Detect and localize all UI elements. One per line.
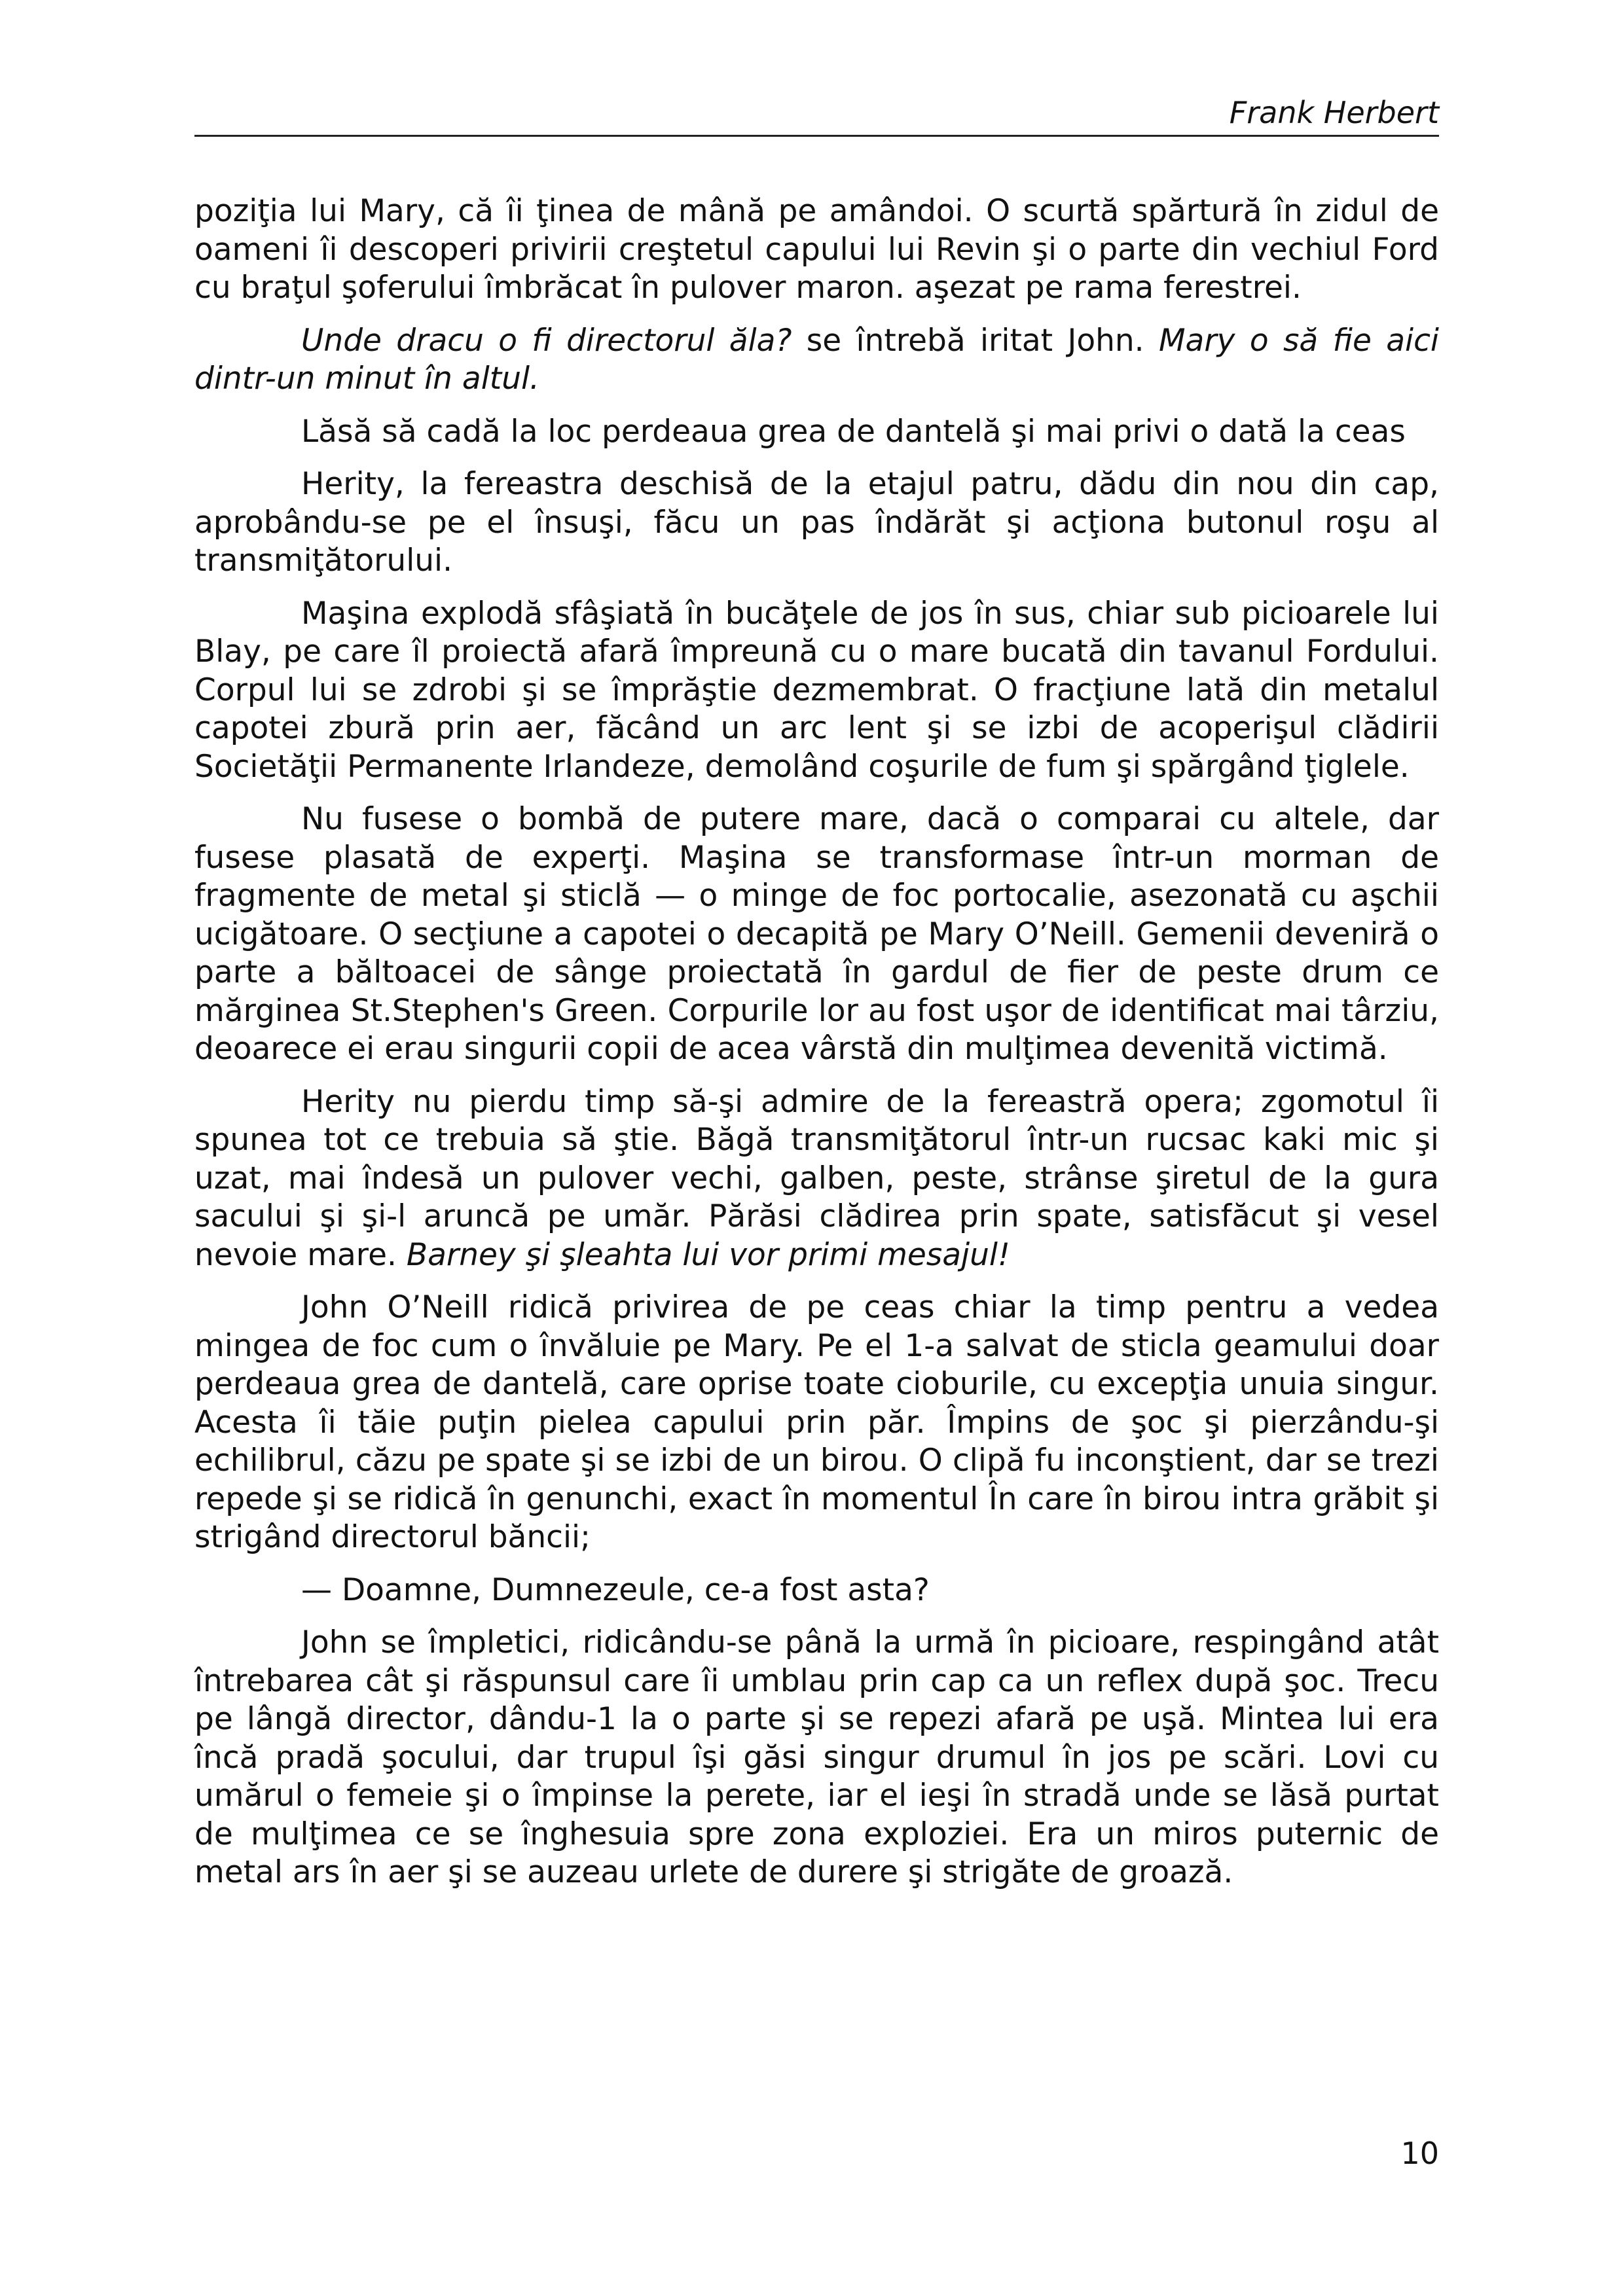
paragraph-7 xyxy=(194,1083,1439,1275)
paragraph-3: Lăsă să cadă la loc perdeaua grea de dantelă şi mai privi o dată la ceas xyxy=(301,413,1406,450)
paragraph-6: Nu fusese o bombă de putere mare, dacă o comparai cu altele, dar fusese plasată de experţi. Maşina se transformase într-un morman de fragmente de metal şi sticlă — o minge de foc portocalie, asezonată cu aşchii ucigătoare. O secţiune a capotei o decapită pe Mary O’Neill. Gemenii deveniră o parte a băltoacei de sânge proiectată în gardul de fier de peste drum ce mărginea St.Stephen's Green. Corpurile lor au fost uşor de identificat mai târziu, deoarece ei erau singurii copii de acea vârstă din mulţimea devenită victimă. xyxy=(194,801,1439,1067)
paragraph-2-text: se întrebă iritat John. xyxy=(792,322,1159,359)
paragraph-7-text: Herity nu pierdu timp să-şi admire de la fereastră opera; zgomotul îi spunea tot ce trebuia să ştie. Băgă transmiţătorul într-un rucsac kaki mic şi uzat, mai îndesă un pulover vechi, galben, peste, strânse şiretul de la gura sacului şi şi-l aruncă pe umăr. Părăsi clădirea prin spate, satisfăcut şi vesel nevoie mare. xyxy=(194,1083,1439,1273)
paragraph-9: — Doamne, Dumnezeule, ce-a fost asta? xyxy=(301,1571,930,1608)
body-text xyxy=(194,192,1439,1907)
paragraph-2 xyxy=(194,322,1439,399)
paragraph-4: Herity, la fereastra deschisă de la etajul patru, dădu din nou din cap, aprobându-se pe el însuşi, făcu un pas îndărăt şi acţiona butonul roşu al transmiţătorului. xyxy=(194,466,1439,579)
paragraph-2-italic-2: Mary o să fie aici dintr-un minut în altul. xyxy=(194,322,1439,397)
running-header-author: Frank Herbert xyxy=(1229,95,1439,130)
paragraph-8: John O’Neill ridică privirea de pe ceas chiar la timp pentru a vedea mingea de foc cum o învăluie pe Mary. Pe el 1-a salvat de sticla geamului doar perdeaua grea de dantelă, care oprise toate cioburile, cu excepţia unuia singur. Acesta îi tăie puţin pielea capului prin păr. Împins de şoc şi pierzându-şi echilibrul, căzu pe spate şi se izbi de un birou. O clipă fu inconştient, dar se trezi repede şi se ridică în genunchi, exact în momentul În care în birou intra grăbit şi strigând directorul băncii; xyxy=(194,1289,1439,1555)
page-number: 10 xyxy=(1400,2136,1439,2171)
page-header xyxy=(194,92,1439,137)
paragraph-1: poziţia lui Mary, că îi ţinea de mână pe amândoi. O scurtă spărtură în zidul de oameni îi descoperi privirii creştetul capului lui Revin şi o parte din vechiul Ford cu braţul şoferului îmbrăcat în pulover maron. aşezat pe rama ferestrei. xyxy=(194,193,1439,306)
paragraph-10: John se împletici, ridicându-se până la urmă în picioare, respingând atât întrebarea cât şi răspunsul care îi umblau prin cap ca un reflex după şoc. Trecu pe lângă director, dându-1 la o parte şi se repezi afară pe uşă. Mintea lui era încă pradă şocului, dar trupul îşi găsi singur drumul în jos pe scări. Lovi cu umărul o femeie şi o împinse la perete, iar el ieşi în stradă unde se lăsă purtat de mulţimea ce se înghesuia spre zona exploziei. Era un miros puternic de metal ars în aer şi se auzeau urlete de durere şi strigăte de groază. xyxy=(194,1624,1439,1890)
paragraph-5: Maşina explodă sfâşiată în bucăţele de jos în sus, chiar sub picioarele lui Blay, pe care îl proiectă afară împreună cu o mare bucată din tavanul Fordului. Corpul lui se zdrobi şi se împrăştie dezmembrat. O fracţiune lată din metalul capotei zbură prin aer, făcând un arc lent şi se izbi de acoperişul clădirii Societăţii Permanente Irlandeze, demolând coşurile de fum şi spărgând ţiglele. xyxy=(194,595,1439,785)
paragraph-2-italic-1: Unde dracu o fi directorul ăla? xyxy=(301,322,792,359)
paragraph-7-italic: Barney şi şleahta lui vor primi mesajul! xyxy=(406,1236,1010,1273)
